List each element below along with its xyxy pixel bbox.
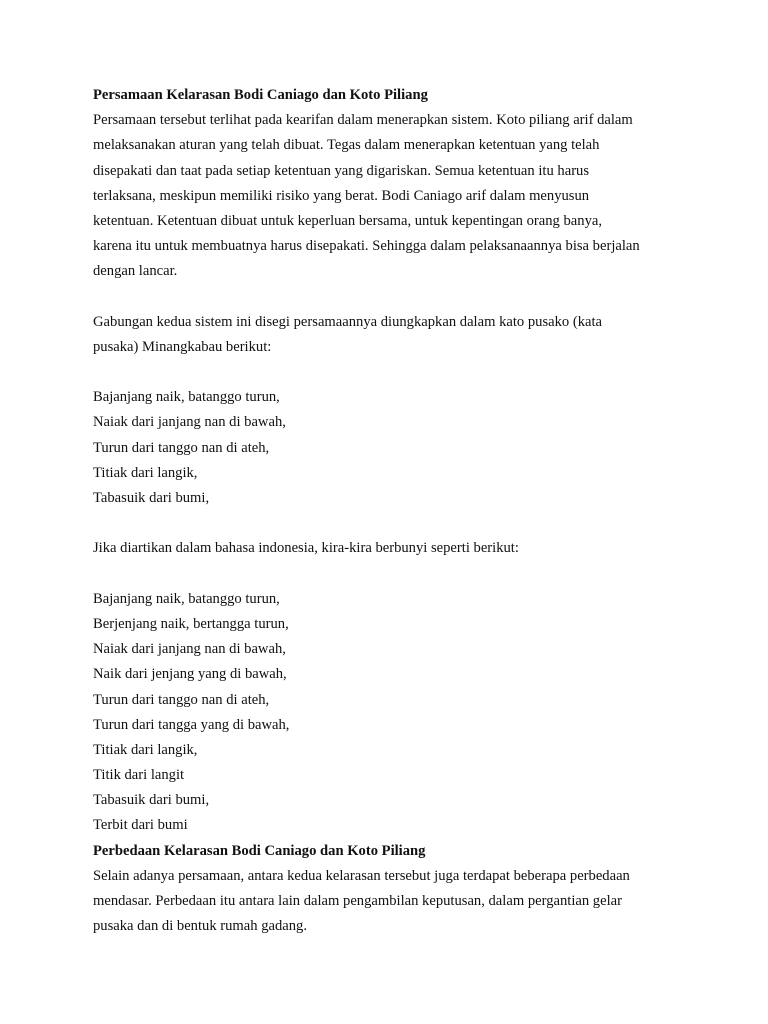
paragraph-persamaan — [93, 108, 713, 284]
text-line: Selain adanya persamaan, antara kedua kelarasan tersebut juga terdapat beberapa perbedaan — [93, 867, 630, 884]
poem-line: Turun dari tangga yang di bawah, — [93, 716, 290, 733]
text-line: karena itu untuk membuatnya harus disepakati. Sehingga dalam pelaksanaannya bisa berjalan — [93, 238, 640, 255]
poem-line: Terbit dari bumi — [93, 817, 188, 834]
paragraph-translation-intro: Jika diartikan dalam bahasa indonesia, kira-kira berbunyi seperti berikut: — [93, 540, 519, 557]
paragraph-perbedaan — [93, 864, 713, 940]
blank-line — [93, 562, 713, 587]
text-line: Gabungan kedua sistem ini disegi persamaannya diungkapkan dalam kato pusako (kata — [93, 313, 603, 330]
text-line: melaksanakan aturan yang telah dibuat. Tegas dalam menerapkan ketentuan yang telah — [93, 137, 600, 154]
poem-line: Turun dari tanggo nan di ateh, — [93, 439, 270, 456]
blank-line — [93, 285, 713, 310]
text-line: terlaksana, meskipun memiliki risiko yang berat. Bodi Caniago arif dalam menyusun — [93, 187, 590, 204]
poem-line: Titiak dari langik, — [93, 741, 198, 758]
text-line: mendasar. Perbedaan itu antara lain dalam pengambilan keputusan, dalam pergantian gelar — [93, 893, 622, 909]
document-body — [93, 83, 713, 939]
poem-line: Naiak dari janjang nan di bawah, — [93, 414, 286, 431]
poem-line: Titik dari langit — [93, 767, 185, 784]
text-line: pusaka) Minangkabau berikut: — [93, 338, 272, 355]
section-heading-perbedaan: Perbedaan Kelarasan Bodi Caniago dan Koto Piliang — [93, 842, 426, 859]
poem-line: Bajanjang naik, batanggo turun, — [93, 590, 280, 607]
poem-line: Berjenjang naik, bertangga turun, — [93, 615, 289, 632]
paragraph-gabungan — [93, 310, 713, 360]
blank-line — [93, 511, 713, 536]
poem-line: Naiak dari janjang nan di bawah, — [93, 641, 286, 658]
poem-line: Tabasuik dari bumi, — [93, 490, 210, 506]
blank-line — [93, 360, 713, 385]
section-heading-persamaan: Persamaan Kelarasan Bodi Caniago dan Koto Piliang — [93, 87, 428, 103]
poem-line: Titiak dari langik, — [93, 464, 198, 481]
text-line: disepakati dan taat pada setiap ketentuan yang digariskan. Semua ketentuan itu harus — [93, 162, 590, 179]
text-line: Persamaan tersebut terlihat pada kearifan dalam menerapkan sistem. Koto piliang arif dalam — [93, 112, 633, 129]
poem-translated — [93, 587, 713, 839]
poem-line: Turun dari tanggo nan di ateh, — [93, 691, 270, 708]
text-line: dengan lancar. — [93, 263, 178, 280]
poem-minangkabau — [93, 385, 713, 511]
poem-line: Tabasuik dari bumi, — [93, 792, 210, 809]
poem-line: Bajanjang naik, batanggo turun, — [93, 389, 280, 406]
text-line: pusaka dan di bentuk rumah gadang. — [93, 918, 307, 935]
text-line: ketentuan. Ketentuan dibuat untuk keperluan bersama, untuk kepentingan orang banya, — [93, 212, 602, 229]
poem-line: Naik dari jenjang yang di bawah, — [93, 666, 287, 683]
